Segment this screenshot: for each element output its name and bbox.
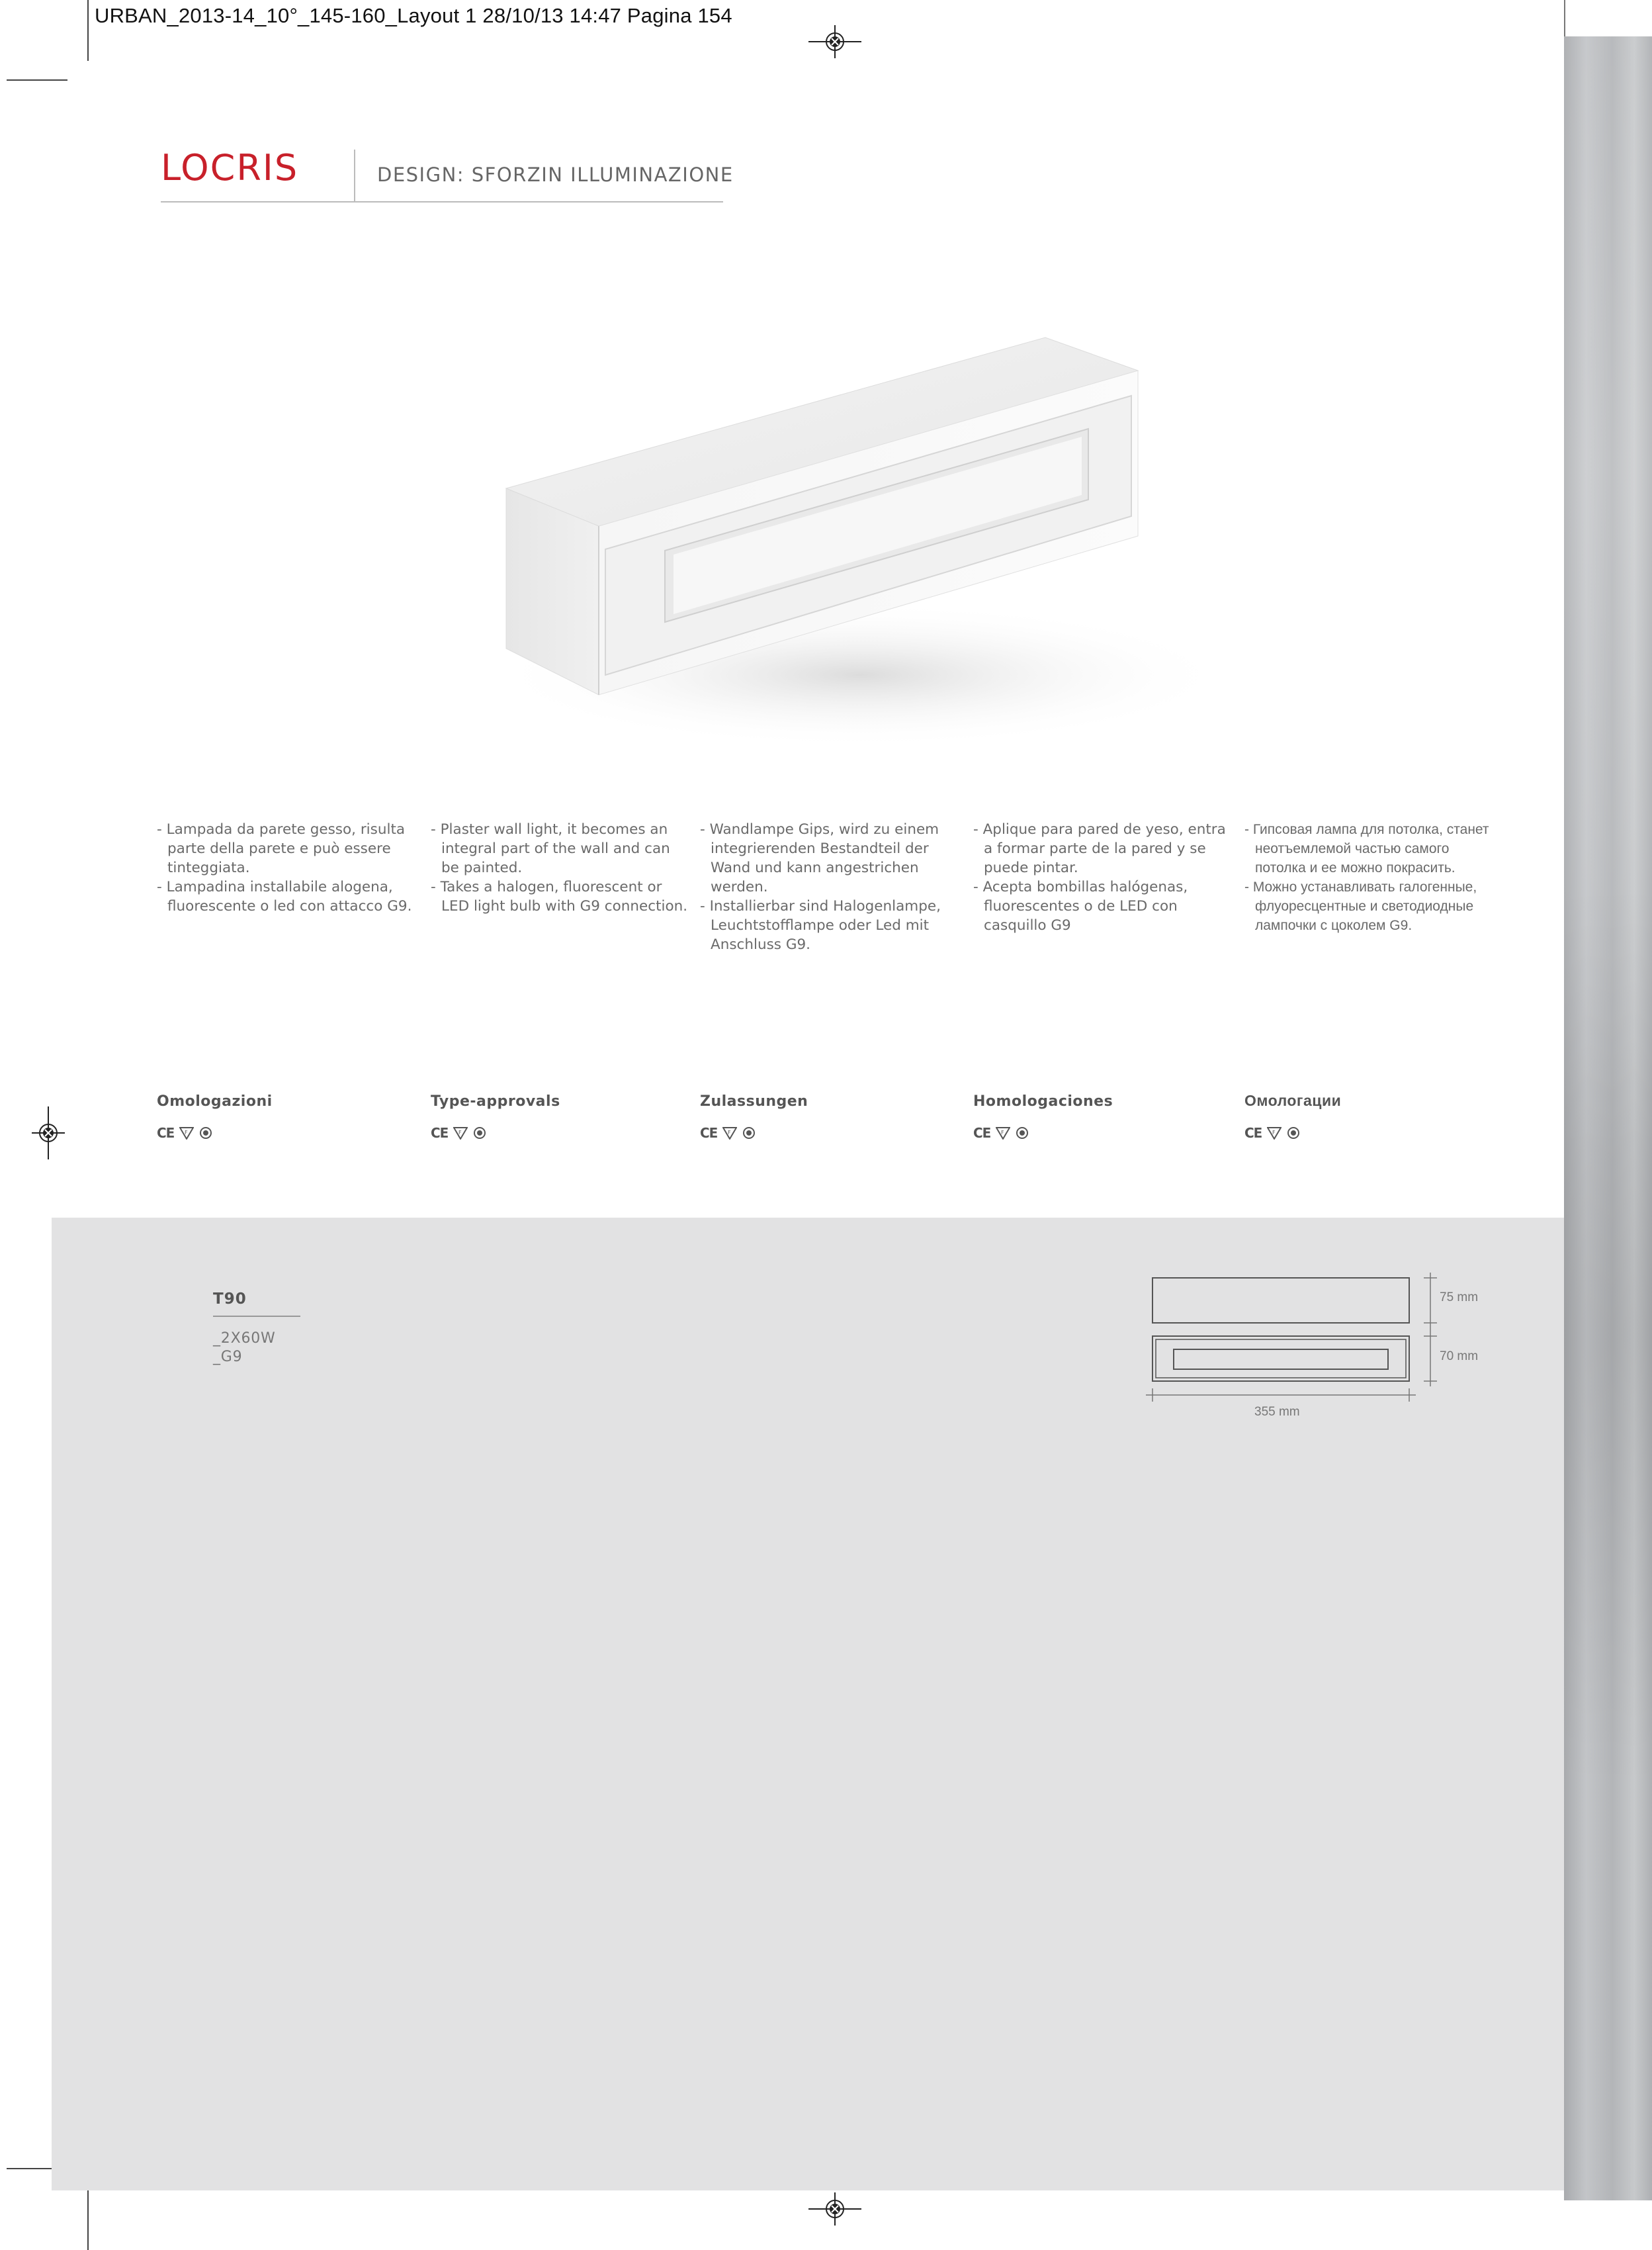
ce-mark-icon: CE — [431, 1125, 449, 1141]
class-ii-icon — [1016, 1126, 1029, 1140]
class-ii-icon — [199, 1126, 212, 1140]
class-ii-icon — [473, 1126, 486, 1140]
description-item: - Lampadina installabile alogena, fluorescente o led con attacco G9. — [157, 879, 412, 915]
approvals-label-de: Zulassungen — [700, 1093, 808, 1110]
svg-text:F: F — [185, 1130, 188, 1136]
crop-mark — [7, 79, 67, 81]
product-title: LOCRIS — [161, 147, 299, 189]
ce-mark-icon: CE — [1244, 1125, 1262, 1141]
description-item: - Lampada da parete gesso, risulta parte della parete e può essere tinteggiata. — [157, 821, 406, 876]
designer-credit: DESIGN: SFORZIN ILLUMINAZIONE — [377, 163, 734, 186]
ce-mark-icon: CE — [973, 1125, 991, 1141]
f-triangle-icon — [996, 1126, 1010, 1140]
dimension-drawing — [1138, 1267, 1442, 1410]
description-item: - Можно устанавливать галогенные, флуоресцентные и светодиодные лампочки с цоколем G9. — [1244, 879, 1477, 933]
registration-mark-icon — [808, 2192, 861, 2226]
f-triangle-icon — [179, 1126, 194, 1140]
svg-text:F: F — [1272, 1130, 1276, 1136]
ce-mark-icon: CE — [157, 1125, 175, 1141]
spec-power: _2X60W — [213, 1330, 276, 1347]
dimension-height-top: 75 mm — [1440, 1290, 1479, 1304]
dimension-height-front: 70 mm — [1440, 1349, 1479, 1363]
description-es — [973, 820, 1231, 935]
description-item: - Гипсовая лампа для потолка, станет неотъемлемой частью самого потолка и ее можно покрасить. — [1244, 822, 1489, 876]
description-item: - Plaster wall light, it becomes an integral part of the wall and can be painted. — [431, 821, 670, 876]
f-triangle-icon — [722, 1126, 737, 1140]
description-de — [700, 820, 968, 954]
description-item: - Acepta bombillas halógenas, fluorescentes o de LED con casquillo G9 — [973, 879, 1188, 934]
spec-socket: _G9 — [213, 1349, 243, 1365]
approval-icons — [157, 1125, 212, 1141]
description-item: - Aplique para pared de yeso, entra a formar parte de la pared y se puede pintar. — [973, 821, 1226, 876]
approvals-label-ru: Омологации — [1244, 1092, 1342, 1109]
approval-icons — [431, 1125, 486, 1141]
description-en — [431, 820, 689, 916]
description-item: - Wandlampe Gips, wird zu einem integrierenden Bestandteil der Wand und kann angestrichen werden. — [700, 821, 939, 895]
approvals-label-it: Omologazioni — [157, 1093, 273, 1110]
description-item: - Installierbar sind Halogenlampe, Leuchtstofflampe oder Led mit Anschluss G9. — [700, 898, 941, 953]
ce-mark-icon: CE — [700, 1125, 718, 1141]
approval-icons — [700, 1125, 756, 1141]
description-item: - Takes a halogen, fluorescent or LED light bulb with G9 connection. — [431, 879, 688, 915]
page-edge — [1564, 0, 1565, 36]
model-code: T90 — [213, 1290, 247, 1308]
registration-mark-icon — [808, 25, 861, 58]
print-slug: URBAN_2013-14_10°_145-160_Layout 1 28/10/13 14:47 Pagina 154 — [95, 4, 732, 27]
description-it — [157, 820, 415, 916]
svg-text:F: F — [728, 1130, 731, 1136]
dimension-width: 355 mm — [1254, 1405, 1300, 1419]
svg-text:F: F — [458, 1130, 462, 1136]
class-ii-icon — [1287, 1126, 1300, 1140]
model-underline — [213, 1316, 300, 1317]
svg-text:F: F — [1001, 1130, 1004, 1136]
crop-mark — [87, 0, 89, 61]
approval-icons — [1244, 1125, 1300, 1141]
approvals-label-es: Homologaciones — [973, 1093, 1113, 1110]
class-ii-icon — [742, 1126, 756, 1140]
stone-texture-strip — [1564, 36, 1652, 2200]
approval-icons — [973, 1125, 1029, 1141]
crop-mark — [87, 2190, 89, 2250]
product-image — [437, 318, 1270, 781]
f-triangle-icon — [1267, 1126, 1282, 1140]
f-triangle-icon — [453, 1126, 468, 1140]
description-ru — [1244, 820, 1502, 935]
approvals-label-en: Type-approvals — [431, 1093, 560, 1110]
registration-mark-icon — [32, 1106, 65, 1159]
title-divider — [354, 150, 355, 202]
title-underline — [161, 201, 723, 202]
